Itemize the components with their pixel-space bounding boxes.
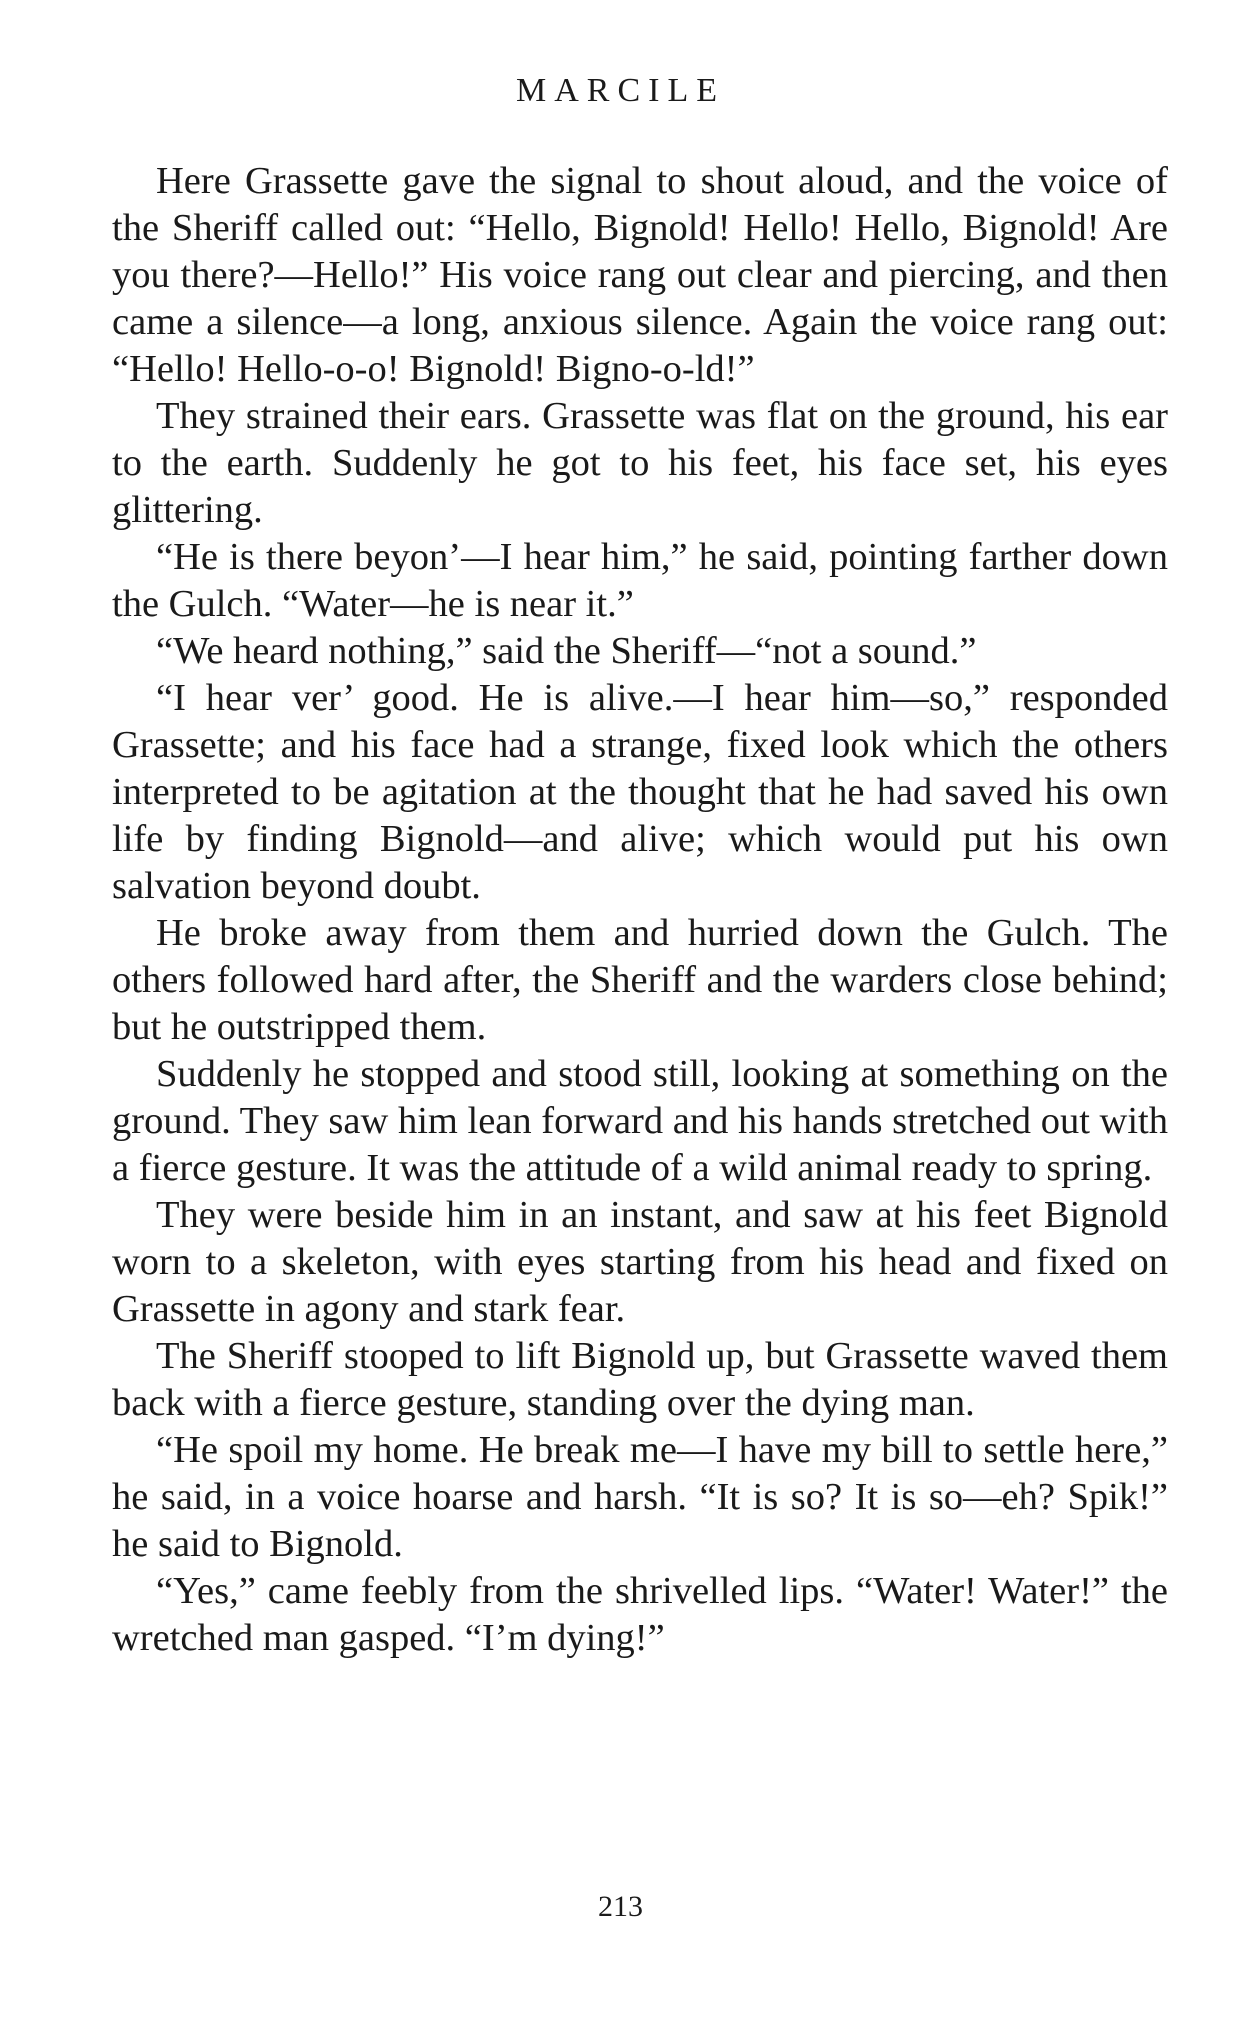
paragraph: “Yes,” came feebly from the shrivelled lips. “Water! Water!” the wretched man gasped. “I’m dying!” xyxy=(112,1570,1168,1659)
paragraph: “I hear ver’ good. He is alive.—I hear him—so,” responded Grassette; and his face had a strange, fixed look which the others interpreted to be agitation at the thought that he had saved his own life by finding Bignold—and alive; which would put his own salvation beyond doubt. xyxy=(112,677,1168,907)
paragraph: They were beside him in an instant, and saw at his feet Bignold worn to a skeleton, with eyes starting from his head and fixed on Grassette in agony and stark fear. xyxy=(112,1194,1168,1330)
paragraph: “He spoil my home. He break me—I have my bill to settle here,” he said, in a voice hoarse and harsh. “It is so? It is so—eh? Spik!” he said to Bignold. xyxy=(112,1429,1168,1565)
page-number: 213 xyxy=(598,1890,643,1923)
paragraph: Suddenly he stopped and stood still, looking at something on the ground. They saw him lean forward and his hands stretched out with a fierce gesture. It was the attitude of a wild animal ready to spring. xyxy=(112,1053,1168,1189)
paragraph: Here Grassette gave the signal to shout aloud, and the voice of the Sheriff called out: “Hello, Bignold! Hello! Hello, Bignold! Are you there?—Hello!” His voice rang out clear and piercing, and then came a silence—a long, anxious silence. Again the voice rang out: “Hello! Hello-o-o! Bignold! Bigno-o-ld!” xyxy=(112,160,1168,390)
running-head: MARCILE xyxy=(516,72,725,109)
body-text xyxy=(112,158,1168,1662)
paragraph: “He is there beyon’—I hear him,” he said, pointing farther down the Gulch. “Water—he is near it.” xyxy=(112,536,1168,625)
paragraph: “We heard nothing,” said the Sheriff—“not a sound.” xyxy=(156,630,977,672)
paragraph: They strained their ears. Grassette was flat on the ground, his ear to the earth. Suddenly he got to his feet, his face set, his eyes glittering. xyxy=(112,395,1168,531)
paragraph: He broke away from them and hurried down the Gulch. The others followed hard after, the Sheriff and the warders close behind; but he outstripped them. xyxy=(112,912,1168,1048)
paragraph: The Sheriff stooped to lift Bignold up, but Grassette waved them back with a fierce gesture, standing over the dying man. xyxy=(112,1335,1168,1424)
